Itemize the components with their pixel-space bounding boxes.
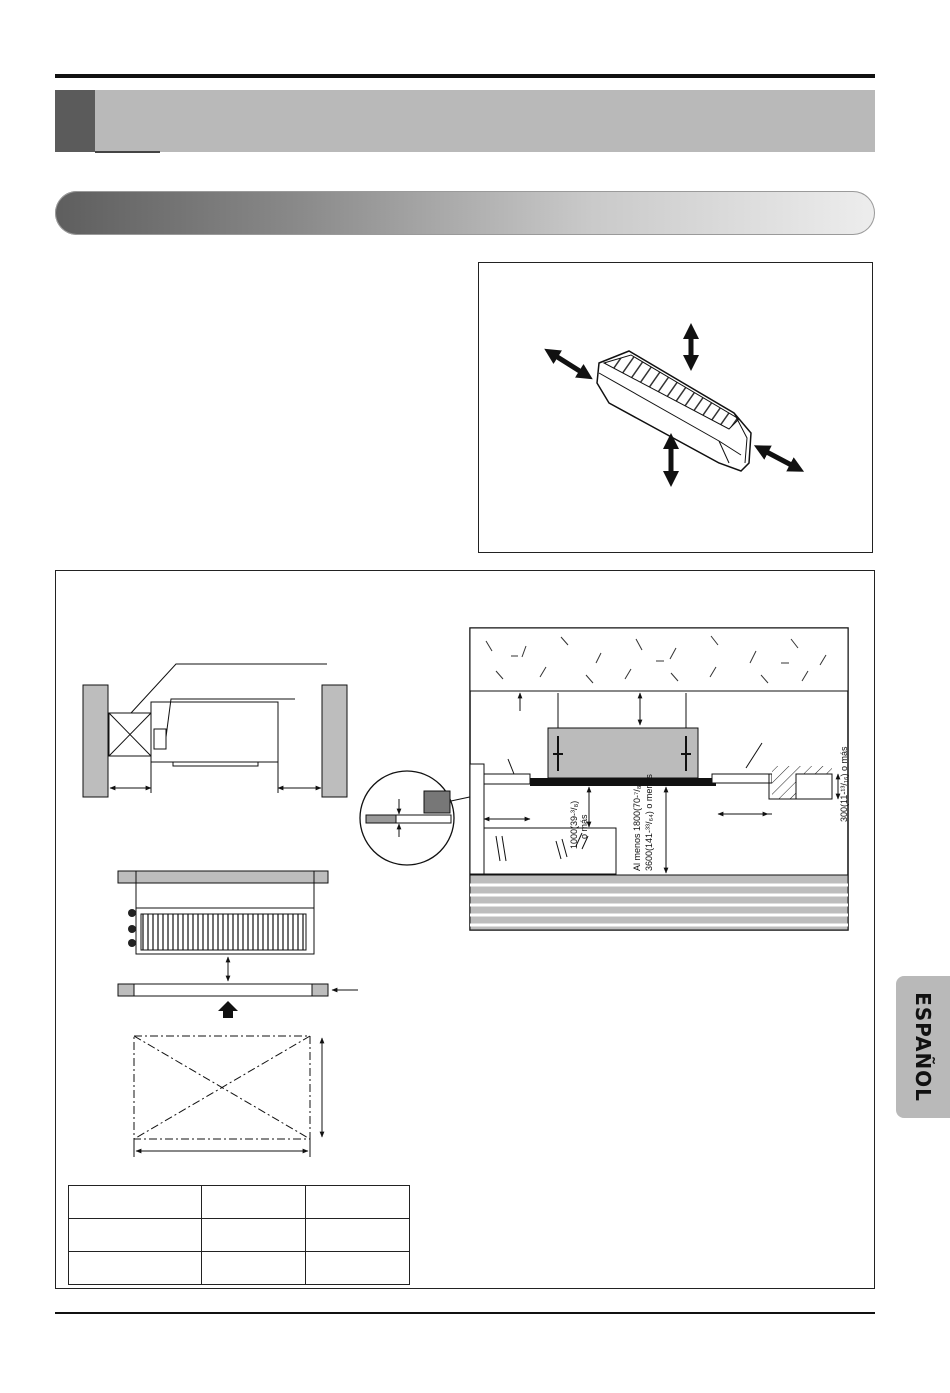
side-clearance-label: 300(11-¹³/₁₆) o más xyxy=(839,746,849,822)
height-max-label: 3600(141-³³/₆₄) o menos xyxy=(644,774,654,871)
section-number-block xyxy=(55,90,95,152)
installation-diagrams xyxy=(56,571,874,1288)
installation-diagrams-box xyxy=(55,570,875,1289)
ceiling-opening-diagram xyxy=(134,1036,322,1157)
table-cell xyxy=(202,1252,306,1285)
indoor-unit-illustration xyxy=(479,263,872,552)
duct-unit-top-view xyxy=(83,664,347,797)
duct-unit-front-view xyxy=(118,871,358,1018)
language-tab[interactable] xyxy=(896,976,950,1118)
ceiling-install-diagram xyxy=(470,628,849,930)
table-row xyxy=(69,1219,410,1252)
table-row xyxy=(69,1186,410,1219)
height-min-label: Al menos 1800(70-⁷/₈) xyxy=(632,782,642,871)
subsection-header-bar xyxy=(55,191,875,235)
table-cell xyxy=(69,1186,202,1219)
spec-table xyxy=(68,1185,410,1285)
bottom-rule xyxy=(55,1312,875,1314)
table-cell xyxy=(69,1219,202,1252)
table-cell xyxy=(69,1252,202,1285)
indoor-unit-clearance-figure xyxy=(478,262,873,553)
table-cell xyxy=(306,1252,410,1285)
air-conditioner-unit xyxy=(597,351,751,471)
table-cell xyxy=(202,1219,306,1252)
or-more-label: o más xyxy=(579,814,589,839)
distance-below-label: 1000(39-³/₈) xyxy=(569,800,579,849)
top-rule xyxy=(55,74,875,78)
right-clearance-arrow xyxy=(761,449,797,468)
section-header-underline xyxy=(95,151,160,153)
left-clearance-arrow xyxy=(551,353,586,375)
table-cell xyxy=(306,1219,410,1252)
section-header-bar xyxy=(55,90,875,152)
table-cell xyxy=(202,1186,306,1219)
table-cell xyxy=(306,1186,410,1219)
table-row xyxy=(69,1252,410,1285)
language-tab-label: ESPAÑOL xyxy=(911,992,936,1102)
